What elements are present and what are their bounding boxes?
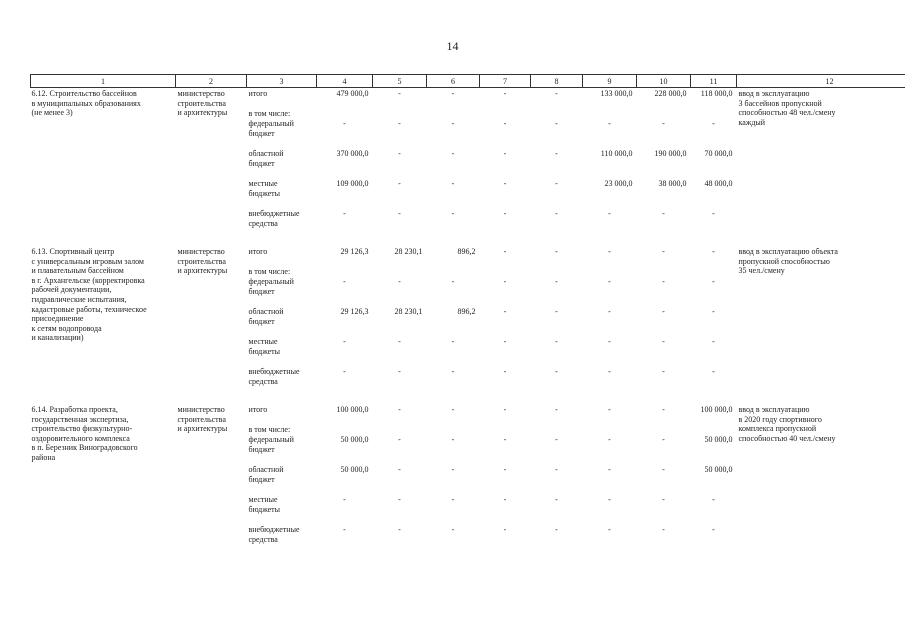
funding-source	[247, 307, 317, 337]
value-cell: -	[662, 525, 665, 534]
source-line: средства	[248, 218, 278, 228]
value-cell: 110 000,0	[600, 149, 633, 158]
value-cell: -	[608, 405, 611, 414]
value-cell: 133 000,0	[600, 89, 633, 98]
column-header-6: 6	[427, 75, 480, 88]
table-row	[31, 404, 905, 435]
column-header-7: 7	[480, 75, 531, 88]
value-cell: -	[608, 525, 611, 534]
value-cell: -	[712, 337, 715, 346]
result-line: ввод в эксплуатацию	[738, 405, 810, 414]
funding-source	[247, 209, 317, 239]
value-cell: -	[343, 209, 346, 218]
funding-source	[247, 404, 317, 435]
expected-result	[737, 88, 905, 240]
value-cell: 118 000,0	[700, 89, 733, 98]
value-cell: -	[712, 367, 715, 376]
value-cell: -	[451, 149, 455, 158]
value-cell: -	[662, 209, 665, 218]
value-cell: -	[451, 337, 455, 346]
source-line: бюджет	[248, 316, 275, 326]
value-cell: -	[712, 209, 715, 218]
description-line: к сетям водопровода	[31, 323, 102, 333]
funding-source	[247, 525, 317, 555]
value-cell: -	[503, 89, 507, 98]
column-header-10: 10	[637, 75, 691, 88]
executor-line: министерство	[177, 405, 225, 414]
funding-source	[247, 119, 317, 149]
description-line: района	[31, 452, 56, 462]
source-line: внебюджетные	[248, 209, 300, 218]
value-cell: -	[555, 119, 558, 128]
value-cell: -	[662, 247, 665, 256]
result-line: способностью 40 чел./смену	[738, 433, 836, 443]
description-line: государственная экспертиза,	[31, 414, 129, 424]
funding-source	[247, 465, 317, 495]
result-line: ввод в эксплуатацию объекта	[738, 247, 838, 256]
description-line: в муниципальных образованиях	[31, 98, 141, 108]
value-cell: -	[662, 465, 665, 474]
value-cell: -	[608, 119, 611, 128]
value-cell: -	[503, 179, 507, 188]
value-cell: -	[712, 525, 715, 534]
value-cell: -	[555, 209, 558, 218]
column-header-12: 12	[737, 75, 905, 88]
value-cell: -	[503, 435, 507, 444]
funding-source	[247, 246, 317, 277]
value-cell: -	[398, 149, 401, 158]
description-line: 6.13. Спортивный центр	[31, 247, 115, 256]
column-header-2: 2	[176, 75, 247, 88]
description-line: кадастровые работы, техническое	[31, 304, 147, 314]
executor-cell	[176, 246, 247, 397]
value-cell: -	[712, 277, 715, 286]
value-cell: -	[555, 307, 558, 316]
value-cell: -	[712, 495, 715, 504]
value-cell: 190 000,0	[654, 149, 687, 158]
description-line: рабочей документации,	[31, 285, 112, 295]
expected-result	[737, 246, 905, 397]
value-cell: -	[608, 495, 611, 504]
column-header-11: 11	[691, 75, 737, 88]
value-cell: -	[398, 525, 401, 534]
executor-line: строительства	[177, 256, 226, 266]
funding-source	[247, 367, 317, 397]
result-line: пропускной способностью	[738, 256, 830, 266]
source-line: средства	[248, 376, 278, 386]
value-cell: -	[451, 435, 455, 444]
description-line: гидравлические испытания,	[31, 294, 127, 304]
value-cell: -	[608, 277, 611, 286]
value-cell: -	[662, 119, 665, 128]
column-header-9: 9	[583, 75, 637, 88]
value-cell: 28 230,1	[394, 307, 423, 316]
value-cell: -	[451, 277, 455, 286]
value-cell: -	[451, 465, 455, 474]
value-cell: -	[398, 495, 401, 504]
source-line: бюджет	[248, 128, 275, 138]
value-cell: 109 000,0	[336, 179, 369, 188]
description-line: 6.14. Разработка проекта,	[31, 405, 118, 414]
value-cell: -	[712, 307, 715, 316]
value-cell: -	[662, 495, 665, 504]
value-cell: -	[555, 525, 558, 534]
value-cell: -	[712, 119, 715, 128]
source-line: областной	[248, 465, 284, 474]
executor-line: и архитектуры	[177, 108, 228, 118]
value-cell: -	[503, 119, 507, 128]
value-cell: 48 000,0	[704, 179, 733, 188]
executor-line: и архитектуры	[177, 266, 228, 276]
executor-cell	[176, 404, 247, 555]
source-line: бюджеты	[248, 504, 281, 514]
value-cell: -	[343, 277, 346, 286]
value-cell: -	[662, 307, 665, 316]
measure-description	[31, 246, 176, 397]
result-line: каждый	[738, 117, 766, 127]
value-cell: -	[555, 337, 558, 346]
source-line: итого	[248, 247, 268, 256]
value-cell: 23 000,0	[604, 179, 633, 188]
value-cell: -	[503, 525, 507, 534]
table-row	[31, 246, 905, 277]
value-cell: -	[555, 435, 558, 444]
description-line: в п. Березник Виноградовского	[31, 443, 138, 453]
source-line: внебюджетные	[248, 367, 300, 376]
result-line: комплекса пропускной	[738, 424, 817, 434]
value-cell: -	[503, 277, 507, 286]
value-cell: -	[662, 367, 665, 376]
value-cell: -	[503, 307, 507, 316]
value-cell: 50 000,0	[704, 435, 733, 444]
value-cell: -	[608, 435, 611, 444]
source-line: федеральный	[248, 435, 294, 444]
executor-line: министерство	[177, 89, 225, 98]
value-cell: -	[398, 337, 401, 346]
measure-description	[31, 404, 176, 555]
value-cell: -	[555, 277, 558, 286]
value-cell: 228 000,0	[654, 89, 687, 98]
table-row	[31, 88, 905, 120]
value-cell: -	[451, 209, 455, 218]
value-cell: -	[451, 405, 455, 414]
value-cell: -	[398, 179, 401, 188]
value-cell: 50 000,0	[340, 465, 369, 474]
executor-line: строительства	[177, 98, 226, 108]
value-cell: -	[555, 149, 558, 158]
sub-label: в том числе:	[248, 108, 291, 118]
value-cell: -	[398, 277, 401, 286]
value-cell: -	[451, 367, 455, 376]
value-cell: 70 000,0	[704, 149, 733, 158]
funding-source	[247, 179, 317, 209]
value-cell: 38 000,0	[658, 179, 687, 188]
value-cell: 29 126,3	[340, 247, 369, 256]
value-cell: -	[555, 495, 558, 504]
source-line: внебюджетные	[248, 525, 300, 534]
value-cell: -	[503, 209, 507, 218]
value-cell: -	[662, 277, 665, 286]
value-cell: -	[343, 337, 346, 346]
description-line: и канализации)	[31, 333, 84, 343]
description-line: с универсальным игровым залом	[31, 256, 144, 266]
source-line: областной	[248, 307, 284, 316]
source-line: местные	[248, 337, 278, 346]
column-header-row	[31, 75, 905, 88]
result-line: 35 чел./смену	[738, 266, 785, 276]
value-cell: 370 000,0	[336, 149, 369, 158]
value-cell: 50 000,0	[704, 465, 733, 474]
table-body	[31, 88, 905, 556]
funding-source	[247, 435, 317, 465]
value-cell: 896,2	[457, 247, 476, 256]
value-cell: -	[608, 247, 611, 256]
value-cell: 100 000,0	[700, 405, 733, 414]
description-line: присоединение	[31, 314, 84, 324]
value-cell: -	[451, 89, 455, 98]
section-gap	[31, 239, 905, 246]
value-cell: 896,2	[457, 307, 476, 316]
source-line: бюджеты	[248, 346, 281, 356]
source-line: бюджеты	[248, 188, 281, 198]
source-line: федеральный	[248, 119, 294, 128]
value-cell: -	[555, 89, 558, 98]
description-line: в г. Архангельске (корректировка	[31, 275, 145, 285]
description-line: и плавательным бассейном	[31, 266, 124, 276]
result-line: 3 бассейнов пропускной	[738, 98, 822, 108]
column-header-3: 3	[247, 75, 317, 88]
value-cell: -	[503, 149, 507, 158]
result-line: ввод в эксплуатацию	[738, 89, 810, 98]
value-cell: -	[503, 405, 507, 414]
result-line: в 2020 году спортивного	[738, 414, 822, 424]
funding-source	[247, 495, 317, 525]
value-cell: -	[398, 405, 401, 414]
value-cell: -	[398, 435, 401, 444]
value-cell: -	[503, 337, 507, 346]
value-cell: -	[398, 209, 401, 218]
value-cell: 29 126,3	[340, 307, 369, 316]
source-line: итого	[248, 405, 268, 414]
source-line: местные	[248, 179, 278, 188]
value-cell: -	[662, 435, 665, 444]
value-cell: -	[343, 367, 346, 376]
funding-source	[247, 277, 317, 307]
source-line: федеральный	[248, 277, 294, 286]
value-cell: -	[608, 337, 611, 346]
column-header-8: 8	[531, 75, 583, 88]
value-cell: -	[503, 247, 507, 256]
value-cell: -	[555, 367, 558, 376]
source-line: бюджет	[248, 444, 275, 454]
value-cell: 28 230,1	[394, 247, 423, 256]
description-line: 6.12. Строительство бассейнов	[31, 89, 137, 98]
value-cell: -	[555, 179, 558, 188]
value-cell: 100 000,0	[336, 405, 369, 414]
description-line: (не менее 3)	[31, 108, 73, 118]
value-cell: -	[712, 247, 715, 256]
value-cell: -	[555, 405, 558, 414]
value-cell: -	[503, 495, 507, 504]
sub-label: в том числе:	[248, 266, 291, 276]
result-line: способностью 48 чел./смену	[738, 108, 836, 118]
value-cell: -	[398, 119, 401, 128]
column-header-5: 5	[373, 75, 427, 88]
expected-result	[737, 404, 905, 555]
value-cell: -	[503, 367, 507, 376]
source-line: бюджет	[248, 286, 275, 296]
value-cell: -	[398, 367, 401, 376]
value-cell: -	[398, 465, 401, 474]
description-line: строительство физкультурно-	[31, 424, 133, 434]
source-line: средства	[248, 534, 278, 544]
budget-table	[30, 74, 905, 555]
value-cell: -	[608, 367, 611, 376]
value-cell: -	[662, 405, 665, 414]
value-cell: -	[398, 89, 401, 98]
column-header-4: 4	[317, 75, 373, 88]
value-cell: -	[451, 495, 455, 504]
funding-source	[247, 88, 317, 120]
value-cell: -	[608, 209, 611, 218]
value-cell: -	[608, 465, 611, 474]
value-cell: 479 000,0	[336, 89, 369, 98]
source-line: бюджет	[248, 474, 275, 484]
value-cell: -	[451, 119, 455, 128]
value-cell: -	[343, 119, 346, 128]
funding-source	[247, 337, 317, 367]
value-cell: -	[343, 495, 346, 504]
value-cell: -	[555, 465, 558, 474]
executor-line: строительства	[177, 414, 226, 424]
value-cell: -	[343, 525, 346, 534]
value-cell: 50 000,0	[340, 435, 369, 444]
source-line: бюджет	[248, 158, 275, 168]
source-line: итого	[248, 89, 268, 98]
description-line: оздоровительного комплекса	[31, 433, 130, 443]
value-cell: -	[608, 307, 611, 316]
executor-line: министерство	[177, 247, 225, 256]
value-cell: -	[451, 525, 455, 534]
source-line: местные	[248, 495, 278, 504]
executor-line: и архитектуры	[177, 424, 228, 434]
sub-label: в том числе:	[248, 424, 291, 434]
section-gap	[31, 397, 905, 404]
value-cell: -	[555, 247, 558, 256]
executor-cell	[176, 88, 247, 240]
page-number: 14	[446, 39, 459, 53]
column-header-1: 1	[31, 75, 176, 88]
value-cell: -	[451, 179, 455, 188]
funding-source	[247, 149, 317, 179]
value-cell: -	[503, 465, 507, 474]
source-line: областной	[248, 149, 284, 158]
value-cell: -	[662, 337, 665, 346]
measure-description	[31, 88, 176, 240]
